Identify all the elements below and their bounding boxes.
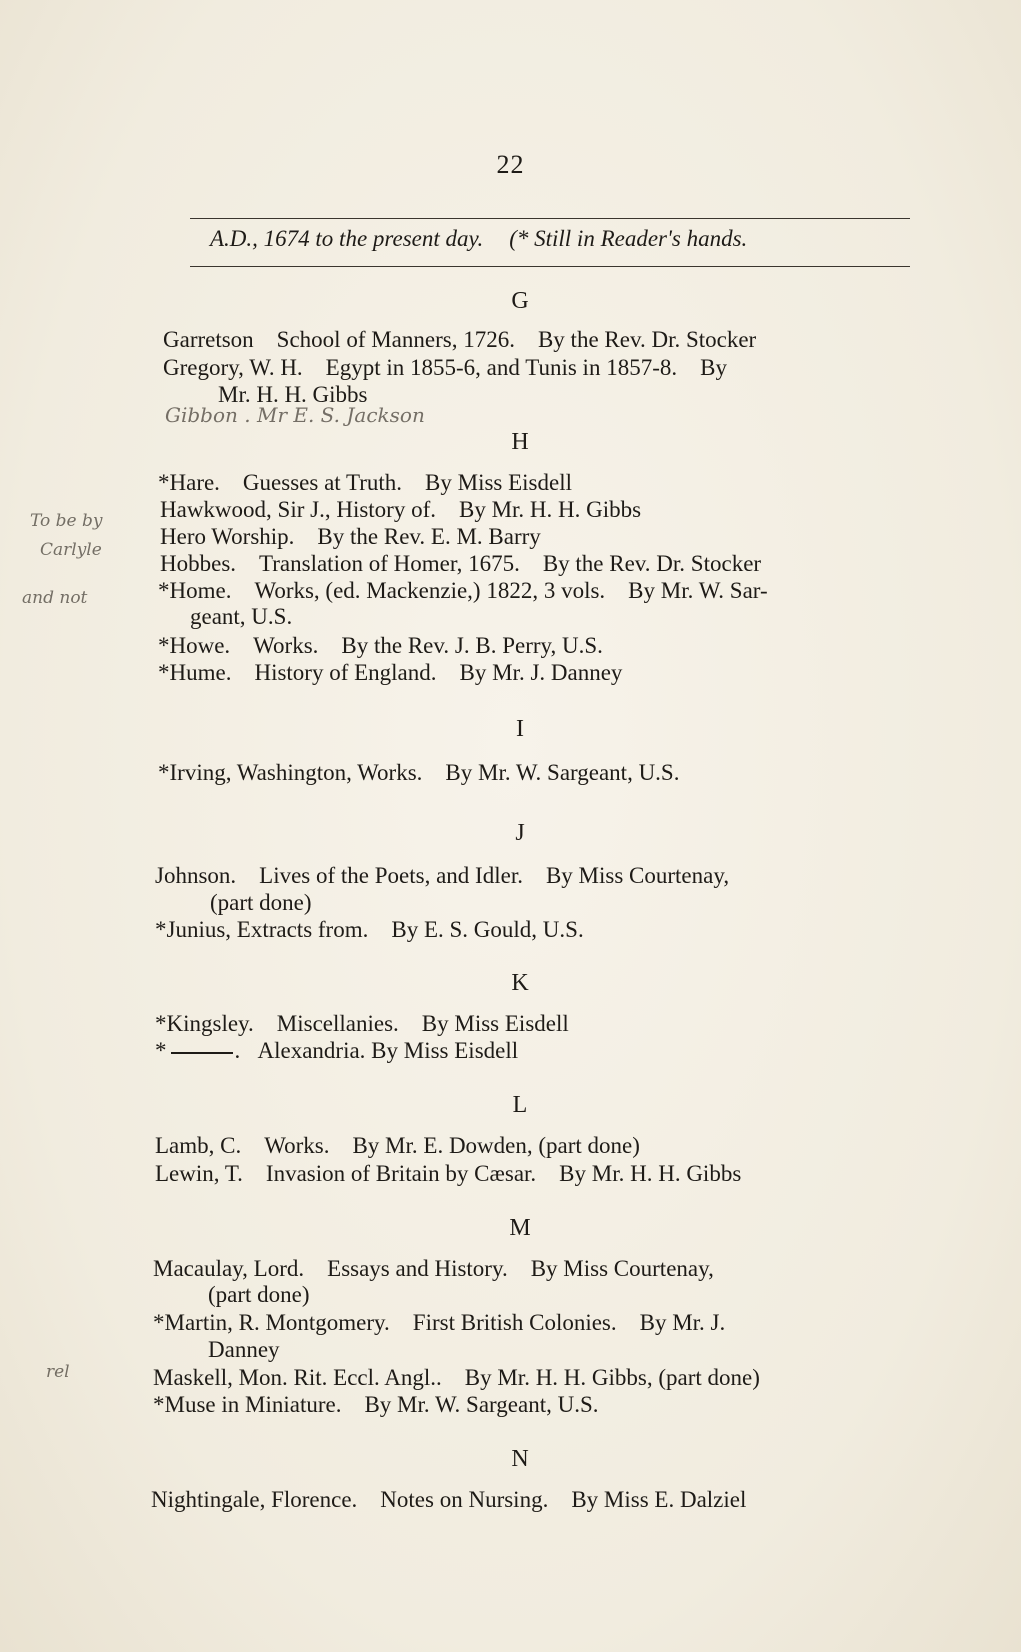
entry-hero-worship: Hero Worship. By the Rev. E. M. Barry <box>160 524 541 549</box>
ditto-dash <box>171 1052 233 1054</box>
header-rule-bottom <box>190 266 910 267</box>
margin-note-3: and not <box>22 588 88 608</box>
entry-alexandria-text: Alexandria. By Miss Eisdell <box>257 1038 519 1063</box>
section-letter-i: I <box>516 716 524 742</box>
entry-hare: *Hare. Guesses at Truth. By Miss Eisdell <box>158 470 572 495</box>
entry-martin: *Martin, R. Montgomery. First British Colonies. By Mr. J. <box>153 1310 726 1335</box>
entry-garretson: Garretson School of Manners, 1726. By the Rev. Dr. Stocker <box>163 327 757 352</box>
margin-note-2: Carlyle <box>40 540 102 560</box>
entry-kingsley: *Kingsley. Miscellanies. By Miss Eisdell <box>155 1011 569 1036</box>
entry-lamb: Lamb, C. Works. By Mr. E. Dowden, (part done) <box>155 1133 640 1158</box>
entry-maskell: Maskell, Mon. Rit. Eccl. Angl.. By Mr. H. H. Gibbs, (part done) <box>153 1365 760 1390</box>
entry-asterisk: * <box>155 1038 167 1063</box>
header-range: A.D., 1674 to the present day. <box>210 226 484 251</box>
section-letter-h: H <box>511 429 529 455</box>
section-letter-j: J <box>515 820 525 846</box>
page-number: 22 <box>496 150 525 179</box>
section-letter-l: L <box>512 1092 528 1118</box>
section-letter-m: M <box>509 1215 531 1241</box>
handwritten-note-gibbon: Gibbon . Mr E. S. Jackson <box>165 403 425 427</box>
entry-kingsley-alexandria: * . Alexandria. By Miss Eisdell <box>155 1038 519 1063</box>
entry-home: *Home. Works, (ed. Mackenzie,) 1822, 3 vols. By Mr. W. Sar- <box>158 578 768 603</box>
entry-macaulay: Macaulay, Lord. Essays and History. By Miss Courtenay, <box>153 1256 714 1281</box>
entry-howe: *Howe. Works. By the Rev. J. B. Perry, U.S. <box>158 633 603 658</box>
entry-nightingale: Nightingale, Florence. Notes on Nursing. By Miss E. Dalziel <box>151 1487 747 1512</box>
entry-hawkwood: Hawkwood, Sir J., History of. By Mr. H. H. Gibbs <box>160 497 642 522</box>
margin-note-4: rel <box>46 1362 70 1382</box>
entry-muse: *Muse in Miniature. By Mr. W. Sargeant, U.S. <box>153 1392 599 1417</box>
section-letter-g: G <box>511 288 529 314</box>
entry-junius: *Junius, Extracts from. By E. S. Gould, U.S. <box>155 917 584 942</box>
section-letter-n: N <box>511 1446 529 1472</box>
header-rule-top <box>190 218 910 219</box>
entry-lewin: Lewin, T. Invasion of Britain by Cæsar. By Mr. H. H. Gibbs <box>155 1161 742 1186</box>
entry-gregory: Gregory, W. H. Egypt in 1855-6, and Tunis in 1857-8. By <box>163 355 727 380</box>
entry-martin-cont: Danney <box>208 1337 280 1362</box>
entry-home-cont: geant, U.S. <box>190 604 293 629</box>
header-note: (* Still in Reader's hands. <box>509 226 748 251</box>
entry-gregory-cont: Mr. H. H. Gibbs <box>218 382 368 407</box>
entry-johnson-cont: (part done) <box>210 890 312 915</box>
margin-note-1: To be by <box>30 511 103 531</box>
entry-macaulay-cont: (part done) <box>208 1282 310 1307</box>
section-letter-k: K <box>511 970 529 996</box>
page-header <box>210 226 910 252</box>
entry-hume: *Hume. History of England. By Mr. J. Danney <box>158 660 623 685</box>
entry-irving: *Irving, Washington, Works. By Mr. W. Sargeant, U.S. <box>158 760 680 785</box>
entry-hobbes: Hobbes. Translation of Homer, 1675. By the Rev. Dr. Stocker <box>160 551 762 576</box>
entry-johnson: Johnson. Lives of the Poets, and Idler. By Miss Courtenay, <box>155 863 730 888</box>
